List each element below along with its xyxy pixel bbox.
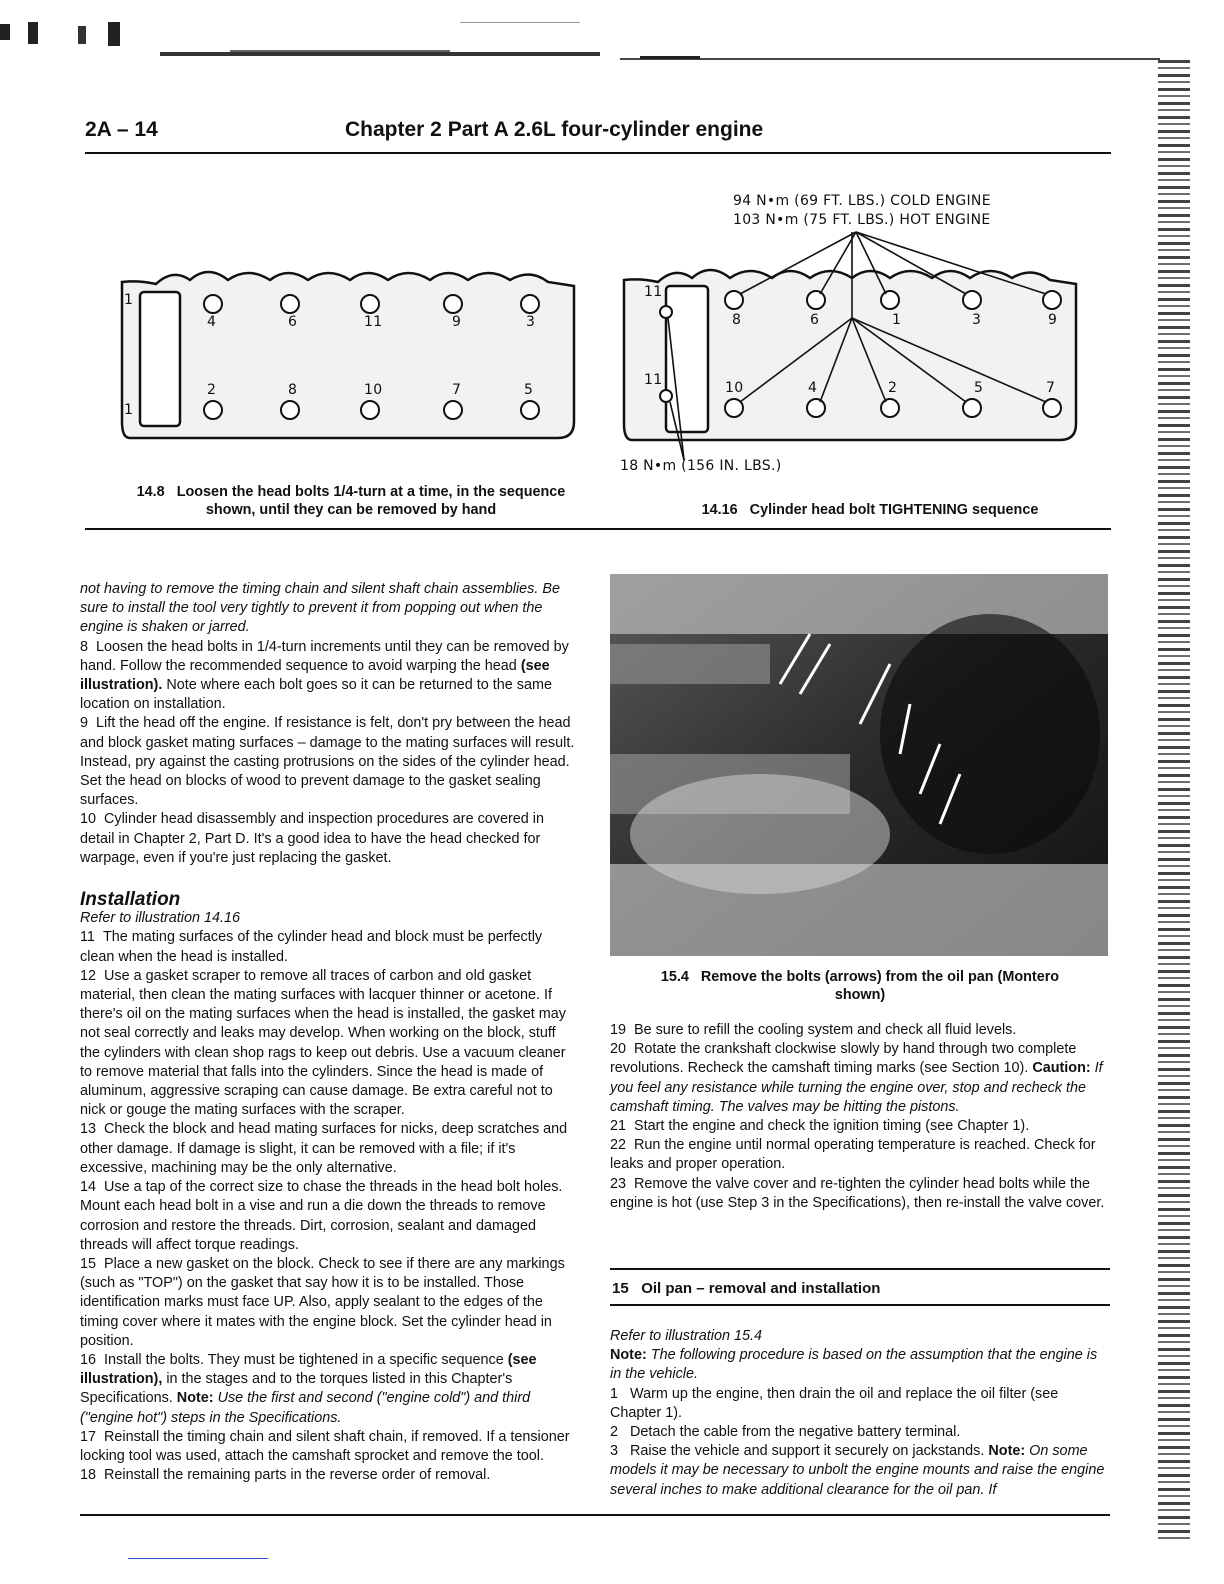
para-number: 9 [80,715,89,732]
section-title: Oil pan – removal and installation [641,1280,881,1297]
step-1 [610,1385,1110,1423]
para-17 [80,1428,576,1466]
bolt-label: 5 [524,382,534,398]
section-note [610,1346,1110,1384]
caution-label: Caution: [1032,1060,1091,1077]
para-23 [610,1175,1110,1213]
step-number: 1 [610,1385,619,1402]
para-number: 11 [80,929,95,946]
bolt-label: 9 [1048,312,1058,328]
figure-section-rule [85,528,1111,530]
bolt-label: 7 [452,382,462,398]
step-3 [610,1442,1110,1500]
note-label: Note: [610,1347,647,1364]
para-text: Reinstall the timing chain and silent shaft chain, if removed. If a tensioner locking tool was used, attach the camshaft sprocket and remove the tool. [80,1428,570,1464]
bolt-label: 8 [732,312,742,328]
section-rule-top [610,1268,1110,1270]
para-number: 19 [610,1022,627,1038]
para-14 [80,1178,576,1255]
figure-14-8-diagram [118,262,580,442]
note-text: On some models it may be necessary to unbolt the engine mounts and raise the engine several inches to make additional clearance for the oil pan. If [610,1443,1105,1498]
para-number: 15 [80,1255,97,1272]
para-text: Start the engine and check the ignition timing (see Chapter 1). [634,1118,1030,1135]
figure-14-16-caption [640,501,1100,519]
bolt-label: 4 [207,314,217,330]
section-ref: Refer to illustration 15.4 [610,1328,762,1344]
para-text: Run the engine until normal operating temperature is reached. Check for leaks and proper operation. [610,1137,1096,1173]
para-text: Cylinder head disassembly and inspection procedures are covered in detail in Chapter 2, Part D. It's a good idea to have the head checked for warpage, even if you're just replacing the gasket. [80,811,544,866]
note-text: Use the first and second ("engine cold") and third ("engine hot") steps in the Specifications. [80,1390,531,1426]
para-9 [80,714,576,810]
left-text-column [80,580,576,1485]
figure-14-16-edge-number: 11 [644,372,663,388]
figure-14-8-caption [112,483,590,519]
illustration-ref: (see illustration). [80,657,550,694]
para-11 [80,928,576,966]
para-number: 8 [80,638,89,655]
step-text: Warm up the engine, then drain the oil and replace the oil filter (see Chapter 1). [610,1385,1059,1421]
para-text: Loosen the head bolts in 1/4-turn increments until they can be removed by hand. Follow the recommended sequence to avoid warping the head [80,638,569,674]
small-torque-label: 18 N•m (156 IN. LBS.) [620,458,782,474]
para-number: 16 [80,1351,97,1368]
page-number: 2A – 14 [85,118,158,141]
bolt-label: 5 [974,380,984,396]
para-text: Place a new gasket on the block. Check to see if there are any markings (such as "TOP") on the gasket that say how it is to be installed. Those identification marks must face UP. Also, apply sealant to the edges of the timing cover where it mates with the engine block. Set the cylinder head in position. [80,1255,565,1349]
right-text-column-top [610,1021,1110,1213]
figure-14-8-edge-number: 1 [124,402,134,418]
para-22 [610,1136,1110,1174]
footer-link-line [128,1558,268,1559]
para-18 [80,1466,576,1485]
caption-number: 14.8 [136,484,165,500]
section-15-heading [612,1280,880,1297]
bolt-label: 3 [972,312,982,328]
para-text: in the stages and to the torques listed in this Chapter's Specifications. [80,1371,513,1407]
torque-hot-label: 103 N•m (75 FT. LBS.) HOT ENGINE [733,212,991,228]
para-12 [80,967,576,1121]
figure-14-8-edge-number: 1 [124,292,134,308]
para-text: Rotate the crankshaft clockwise slowly by hand through two complete revolutions. Recheck the camshaft timing marks (see Section 10). [610,1041,1077,1077]
caption-text: Remove the bolts (arrows) from the oil pan (Montero shown) [700,969,1060,1003]
para-number: 23 [610,1175,627,1192]
bolt-label: 11 [364,314,383,330]
para-8 [80,638,576,715]
para-text: Use a tap of the correct size to chase the threads in the head bolt holes. Mount each head bolt in a vise and run a die down the threads to remove corrosion and restore the threads. Dirt, corrosion, sealant and damaged threads will affect torque readings. [80,1179,563,1253]
para-intro: not having to remove the timing chain and silent shaft chain assemblies. Be sure to install the tool very tightly to prevent it from popping out when the engine is shaken or jarred. [80,581,560,636]
para-16 [80,1351,576,1428]
step-number: 3 [610,1443,619,1460]
para-text: Note where each bolt goes so it can be returned to the same location on installation. [80,677,552,713]
para-21 [610,1117,1110,1136]
note-label: Note: [988,1443,1026,1460]
para-number: 12 [80,967,97,984]
para-text: Use a gasket scraper to remove all traces of carbon and old gasket material, then clean the mating surfaces with lacquer thinner or acetone. If there's oil on the mating surfaces when the head is installed, the gasket may not seal correctly and leaks may develop. When working on the block, stuff the cylinders with clean shop rags to keep out debris. Use a vacuum cleaner to remove material that falls into the cylinders. Since the head is made of aluminum, aggressive scraping can cause damage. Be extra careful not to nick or gouge the mating surfaces with the scraper. [80,967,566,1119]
bolt-label: 7 [1046,380,1056,396]
installation-heading: Installation [80,889,181,911]
para-10 [80,810,576,868]
caption-number: 15.4 [660,969,689,985]
figure-15-4-caption [660,968,1060,1004]
oil-pan-photo [610,574,1108,956]
torque-cold-label: 94 N•m (69 FT. LBS.) COLD ENGINE [733,193,991,209]
installation-ref: Refer to illustration 14.16 [80,910,240,927]
para-text: Install the bolts. They must be tightened in a specific sequence [104,1351,504,1368]
para-number: 21 [610,1118,627,1135]
bolt-label: 10 [364,382,383,398]
para-19 [610,1021,1110,1040]
para-number: 18 [80,1467,97,1484]
bolt-label: 8 [288,382,298,398]
note-label: Note: [176,1390,214,1407]
section-rule-bottom [610,1304,1110,1306]
caution-text: If you feel any resistance while turning the engine over, stop and recheck the camshaft timing. The valves may be hitting the pistons. [610,1060,1103,1115]
bolt-label: 4 [808,380,818,396]
para-number: 17 [80,1428,97,1445]
bolt-label: 6 [288,314,298,330]
para-text: The mating surfaces of the cylinder head and block must be perfectly clean when the head is installed. [80,929,543,965]
bolt-label: 2 [207,382,217,398]
step-text: Detach the cable from the negative battery terminal. [630,1424,961,1441]
scan-edge-strip [1158,60,1190,1540]
bolt-label: 1 [892,312,902,328]
para-13 [80,1120,576,1178]
para-20 [610,1040,1110,1117]
step-number: 2 [610,1424,619,1441]
para-text: Remove the valve cover and re-tighten the cylinder head bolts while the engine is hot (use Step 3 in the Specifications), then re-install the valve cover. [610,1175,1105,1211]
para-number: 14 [80,1179,97,1196]
para-text: Reinstall the remaining parts in the reverse order of removal. [104,1467,491,1484]
para-text: Check the block and head mating surfaces for nicks, deep scratches and other damage. If damage is slight, it can be removed with a file; if it's excessive, machining may be the only alternative. [80,1121,568,1176]
para-text: Lift the head off the engine. If resistance is felt, don't pry between the head and block gasket mating surfaces – damage to the mating surfaces will result. Instead, pry against the casting protrusions on the sides of the cylinder head. Set the head on blocks of wood to prevent damage to the gasket sealing surfaces. [80,715,575,809]
chapter-title: Chapter 2 Part A 2.6L four-cylinder engine [345,118,764,141]
para-15 [80,1255,576,1351]
scan-noise-top [0,20,1160,70]
page-header [85,118,1111,154]
caption-text: Loosen the head bolts 1/4-turn at a time, in the sequence shown, until they can be removed by hand [176,484,566,518]
step-2 [610,1423,1110,1442]
right-text-column-bottom [610,1327,1110,1500]
header-rule [85,152,1111,154]
para-text: Be sure to refill the cooling system and check all fluid levels. [634,1022,1017,1038]
bolt-label: 6 [810,312,820,328]
illustration-ref: (see illustration), [80,1351,537,1388]
caption-text: Cylinder head bolt TIGHTENING sequence [749,502,1039,518]
para-number: 10 [80,811,97,828]
footer-rule [80,1514,1110,1516]
step-text: Raise the vehicle and support it securely on jackstands. [630,1443,985,1460]
bolt-label: 10 [725,380,744,396]
bolt-label: 9 [452,314,462,330]
para-number: 22 [610,1137,627,1154]
figure-14-16-diagram [620,228,1082,468]
section-number: 15 [612,1280,629,1297]
caption-number: 14.16 [701,502,738,518]
note-text: The following procedure is based on the assumption that the engine is in the vehicle. [610,1347,1098,1383]
para-number: 20 [610,1041,627,1058]
figure-14-16-edge-number: 11 [644,284,663,300]
bolt-label: 3 [526,314,536,330]
bolt-label: 2 [888,380,898,396]
para-number: 13 [80,1121,97,1138]
